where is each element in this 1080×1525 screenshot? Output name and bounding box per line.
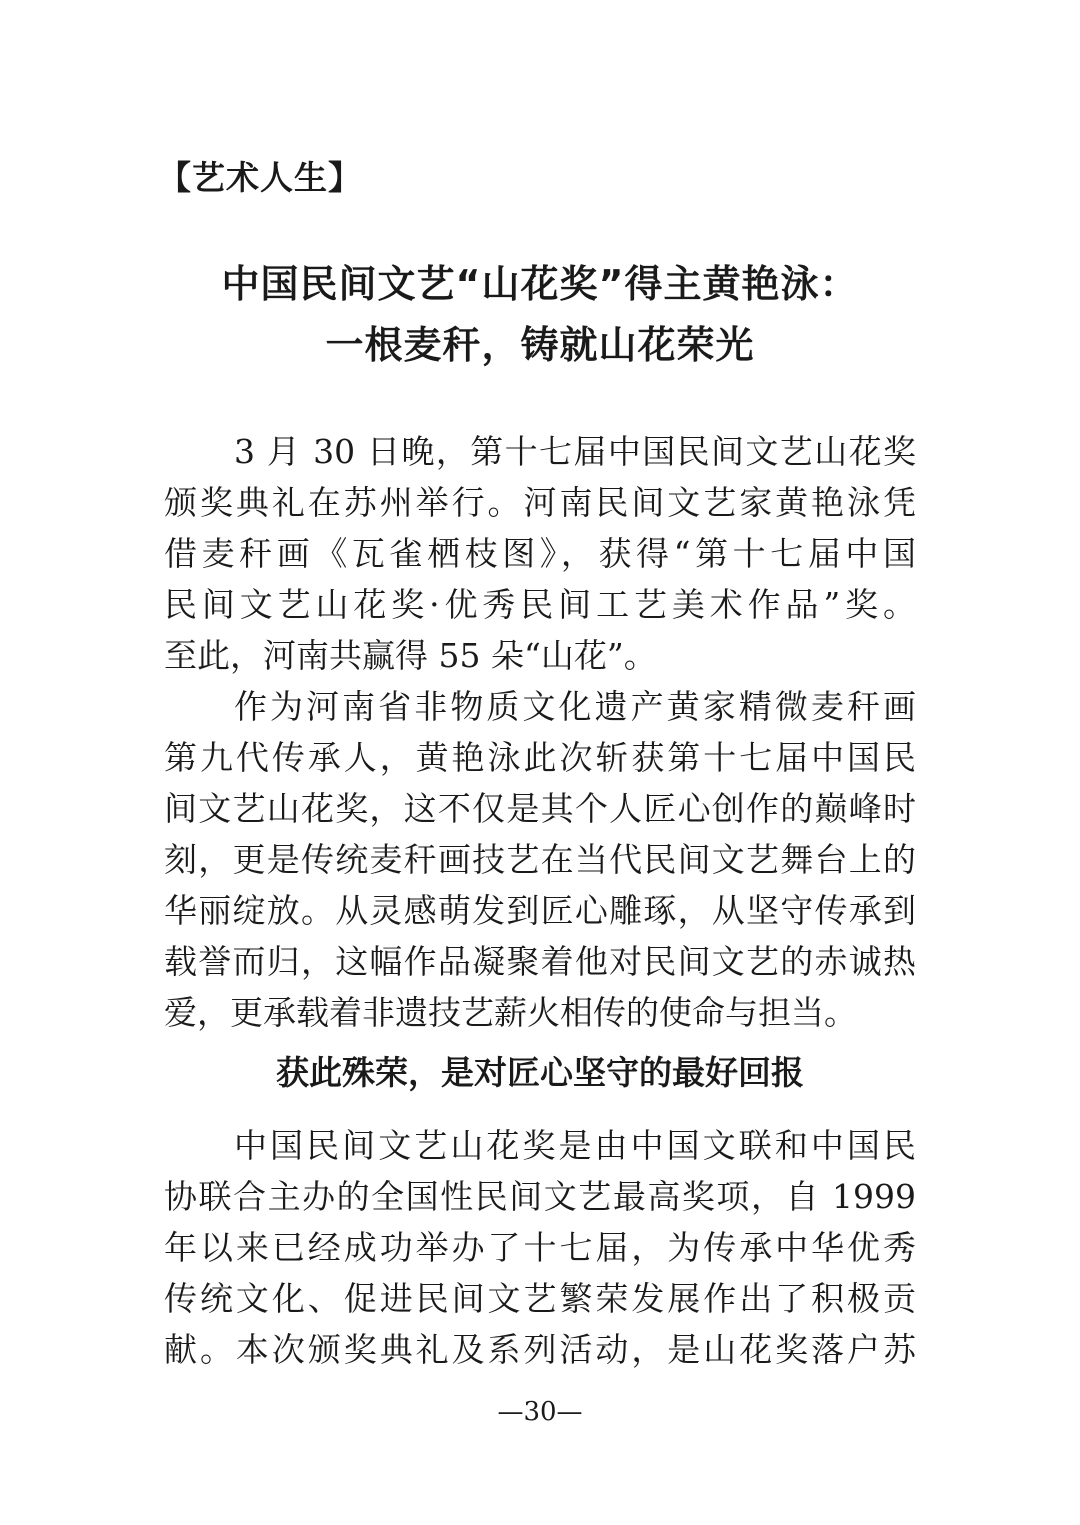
paragraph-3-line-4: 传统文化、促进民间文艺繁荣发展作出了积极贡: [164, 1279, 916, 1318]
paragraph-2-line-6: 载誉而归，这幅作品凝聚着他对民间文艺的赤诚热: [164, 942, 916, 981]
paragraph-2-line-2: 第九代传承人，黄艳泳此次斩获第十七届中国民: [164, 738, 916, 777]
paragraph-2-line-1: 作为河南省非物质文化遗产黄家精微麦秆画: [234, 687, 916, 726]
paragraph-2-line-3: 间文艺山花奖，这不仅是其个人匠心创作的巅峰时: [164, 789, 916, 828]
paragraph-1-line-2: 颁奖典礼在苏州举行。河南民间文艺家黄艳泳凭: [164, 483, 916, 522]
article-title-line-2: 一根麦秆，铸就山花荣光: [325, 323, 755, 367]
page-number: —30—: [497, 1397, 583, 1427]
paragraph-1-line-4: 民间文艺山花奖·优秀民间工艺美术作品”奖。: [164, 585, 916, 624]
section-subheading: 获此殊荣，是对匠心坚守的最好回报: [276, 1053, 804, 1092]
section-tag: 【艺术人生】: [158, 158, 362, 197]
paragraph-3-line-5: 献。本次颁奖典礼及系列活动，是山花奖落户苏: [164, 1330, 916, 1369]
paragraph-2-line-5: 华丽绽放。从灵感萌发到匠心雕琢，从坚守传承到: [164, 891, 916, 930]
paragraph-3-line-1: 中国民间文艺山花奖是由中国文联和中国民: [234, 1126, 916, 1165]
paragraph-2-line-7: 爱，更承载着非遗技艺薪火相传的使命与担当。: [164, 993, 857, 1032]
article-title-line-1: 中国民间文艺“山花奖”得主黄艳泳：: [221, 262, 859, 306]
paragraph-3-line-3: 年以来已经成功举办了十七届，为传承中华优秀: [164, 1228, 916, 1267]
paragraph-3-line-2: 协联合主办的全国性民间文艺最高奖项，自 1999: [164, 1177, 916, 1216]
paragraph-1-line-3: 借麦秆画《瓦雀栖枝图》，获得“第十七届中国: [164, 534, 916, 573]
paragraph-1-line-5: 至此，河南共赢得 55 朵“山花”。: [164, 636, 657, 675]
paragraph-1-line-1: 3 月 30 日晚，第十七届中国民间文艺山花奖: [234, 432, 916, 471]
paragraph-2-line-4: 刻，更是传统麦秆画技艺在当代民间文艺舞台上的: [164, 840, 916, 879]
